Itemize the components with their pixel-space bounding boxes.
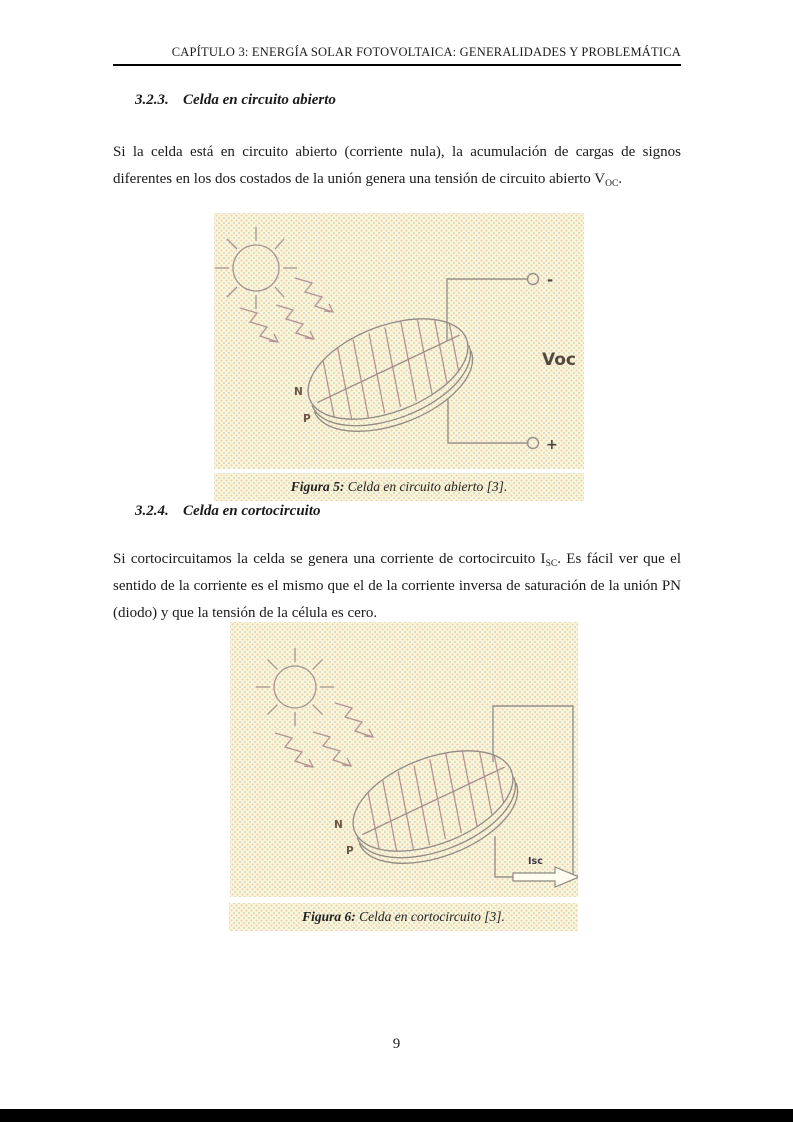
section-number: 3.2.4.	[135, 503, 169, 519]
figure6-caption-text: Celda en cortocircuito [3].	[355, 909, 505, 924]
figure6-caption	[229, 903, 578, 931]
page-number: 9	[392, 1036, 401, 1052]
paragraph-short-circuit	[113, 546, 681, 627]
paragraph-open-circuit	[113, 139, 681, 193]
figure5-image	[214, 213, 584, 469]
chapter-header: CAPÍTULO 3: ENERGÍA SOLAR FOTOVOLTAICA: GENERALIDADES Y PROBLEMÁTICA	[171, 45, 681, 59]
light-ray-arrows	[240, 278, 333, 342]
section-number: 3.2.3.	[135, 92, 169, 108]
section-heading-324	[135, 503, 675, 520]
circuit-wires	[447, 274, 539, 449]
light-ray-arrows	[275, 703, 373, 767]
section-title: Celda en cortocircuito	[183, 503, 321, 519]
paragraph-text-end: .	[618, 171, 623, 187]
header-rule	[113, 64, 681, 66]
voc-subscript: OC	[605, 179, 619, 189]
figure5-caption-label: Figura 5:	[290, 479, 345, 494]
section-heading-323	[135, 92, 675, 109]
n-layer-label: N	[334, 819, 343, 831]
scan-bottom-bar	[0, 1109, 793, 1122]
plus-terminal-label: +	[546, 437, 558, 453]
paragraph-text: Si cortocircuitamos la celda se genera una corriente de cortocircuito I	[113, 551, 546, 567]
figure5-caption-text: Celda en circuito abierto [3].	[344, 479, 508, 494]
minus-terminal-label: -	[547, 271, 554, 289]
solar-cell	[339, 731, 531, 884]
paragraph-text: Si la celda está en circuito abierto (corriente nula), la acumulación de cargas de signos diferentes en los dos costados de la unión genera una tensión de circuito abierto V	[113, 144, 681, 187]
paragraph-text-end: . Es fácil ver que el sentido de la corriente es el mismo que el de la corriente inversa de saturación de la unión PN (diodo) y que la tensión de la célula es cero.	[113, 551, 682, 621]
p-layer-label: P	[303, 413, 311, 425]
short-circuit-diagram	[230, 622, 578, 897]
solar-cell	[294, 299, 486, 452]
sun-icon	[215, 227, 297, 309]
isc-subscript: SC	[545, 559, 558, 569]
figure6-caption-label: Figura 6:	[302, 909, 356, 924]
voc-label: Voc	[542, 350, 576, 370]
circuit-wires	[493, 706, 573, 877]
section-title: Celda en circuito abierto	[183, 92, 336, 108]
open-circuit-diagram	[214, 213, 584, 469]
n-layer-label: N	[294, 386, 303, 398]
p-layer-label: P	[346, 845, 354, 857]
current-direction-arrow	[513, 867, 578, 887]
isc-label: Isc	[528, 856, 543, 867]
sun-icon	[256, 648, 334, 726]
figure5-caption	[214, 473, 584, 501]
figure6-image	[230, 622, 578, 897]
